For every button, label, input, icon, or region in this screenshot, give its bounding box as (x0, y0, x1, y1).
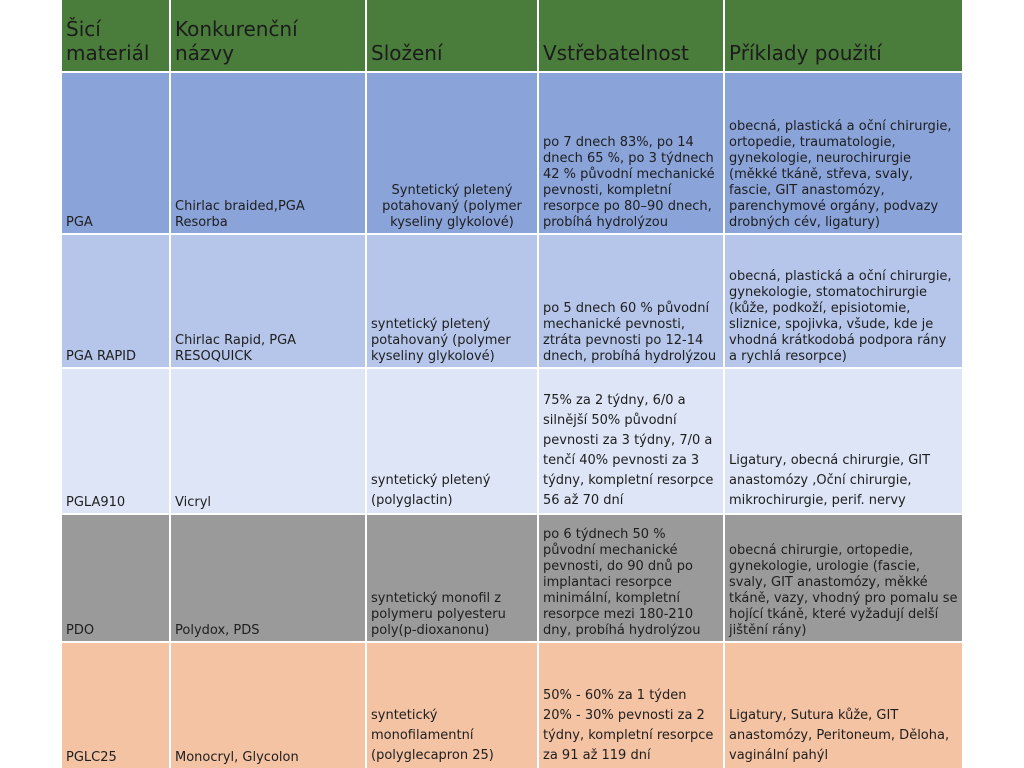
cell-absorbability: po 7 dnech 83%, po 14 dnech 65 %, po 3 týdnech 42 % původní mechanické pevnosti, kompletní resorpce po 80–90 dnech, probíhá hydrolýzou (538, 72, 724, 234)
cell-material: PGA RAPID (62, 234, 170, 368)
suture-table-slide (62, 0, 962, 768)
cell-absorbability: 50% - 60% za 1 týden 20% - 30% pevnosti za 2 týdny, kompletní resorpce za 91 až 119 dní (538, 642, 724, 768)
cell-uses: Ligatury, obecná chirurgie, GIT anastomózy ,Oční chirurgie, mikrochirurgie, perif. nervy (724, 368, 962, 514)
cell-absorbability: 75% za 2 týdny, 6/0 a silnější 50% původní pevnosti za 3 týdny, 7/0 a tenčí 40% pevnosti za 3 týdny, kompletní resorpce 56 až 70 dní (538, 368, 724, 514)
cell-composition: syntetický monofil z polymeru polyesteru poly(p-dioxanonu) (366, 514, 538, 642)
suture-materials-table (62, 0, 962, 768)
header-composition: Složení (366, 0, 538, 72)
cell-absorbability: po 6 týdnech 50 % původní mechanické pevnosti, do 90 dnů po implantaci resorpce minimální, kompletní resorpce mezi 180-210 dny, probíhá hydrolýzou (538, 514, 724, 642)
cell-composition: syntetický pletený (polyglactin) (366, 368, 538, 514)
table-row (62, 234, 962, 368)
table-row (62, 642, 962, 768)
cell-uses: Ligatury, Sutura kůže, GIT anastomózy, Peritoneum, Děloha, vaginální pahýl (724, 642, 962, 768)
header-absorbability: Vstřebatelnost (538, 0, 724, 72)
cell-names: Chirlac Rapid, PGA RESOQUICK (170, 234, 366, 368)
table-body (62, 72, 962, 768)
cell-uses: obecná, plastická a oční chirurgie, ortopedie, traumatologie, gynekologie, neurochirurgie (měkké tkáně, střeva, svaly, fascie, GIT anastomózy, parenchymové orgány, podvazy drobných cév, ligatury) (724, 72, 962, 234)
header-uses: Příklady použití (724, 0, 962, 72)
cell-composition: Syntetický pletený potahovaný (polymer kyseliny glykolové) (366, 72, 538, 234)
cell-material: PDO (62, 514, 170, 642)
header-row (62, 0, 962, 72)
cell-uses: obecná, plastická a oční chirurgie, gynekologie, stomatochirurgie (kůže, podkoží, episiotomie, sliznice, spojivka, všude, kde je vhodná krátkodobá podpora rány a rychlá resorpce) (724, 234, 962, 368)
table-header (62, 0, 962, 72)
cell-material: PGLA910 (62, 368, 170, 514)
cell-names: Polydox, PDS (170, 514, 366, 642)
cell-uses: obecná chirurgie, ortopedie, gynekologie, urologie (fascie, svaly, GIT anastomózy, měkké tkáně, vazy, vhodný pro pomalu se hojící tkáně, které vyžadují delší jištění rány) (724, 514, 962, 642)
table-row (62, 72, 962, 234)
table-row (62, 514, 962, 642)
cell-names: Chirlac braided,PGA Resorba (170, 72, 366, 234)
cell-material: PGLC25 (62, 642, 170, 768)
cell-composition: syntetický pletený potahovaný (polymer kyseliny glykolové) (366, 234, 538, 368)
cell-material: PGA (62, 72, 170, 234)
cell-absorbability: po 5 dnech 60 % původní mechanické pevnosti, ztráta pevnosti po 12-14 dnech, probíhá hydrolýzou (538, 234, 724, 368)
cell-names: Monocryl, Glycolon (170, 642, 366, 768)
header-material: Šicí materiál (62, 0, 170, 72)
cell-composition: syntetický monofilamentní (polyglecapron 25) (366, 642, 538, 768)
header-competitor-names: Konkurenční názvy (170, 0, 366, 72)
cell-names: Vicryl (170, 368, 366, 514)
table-row (62, 368, 962, 514)
